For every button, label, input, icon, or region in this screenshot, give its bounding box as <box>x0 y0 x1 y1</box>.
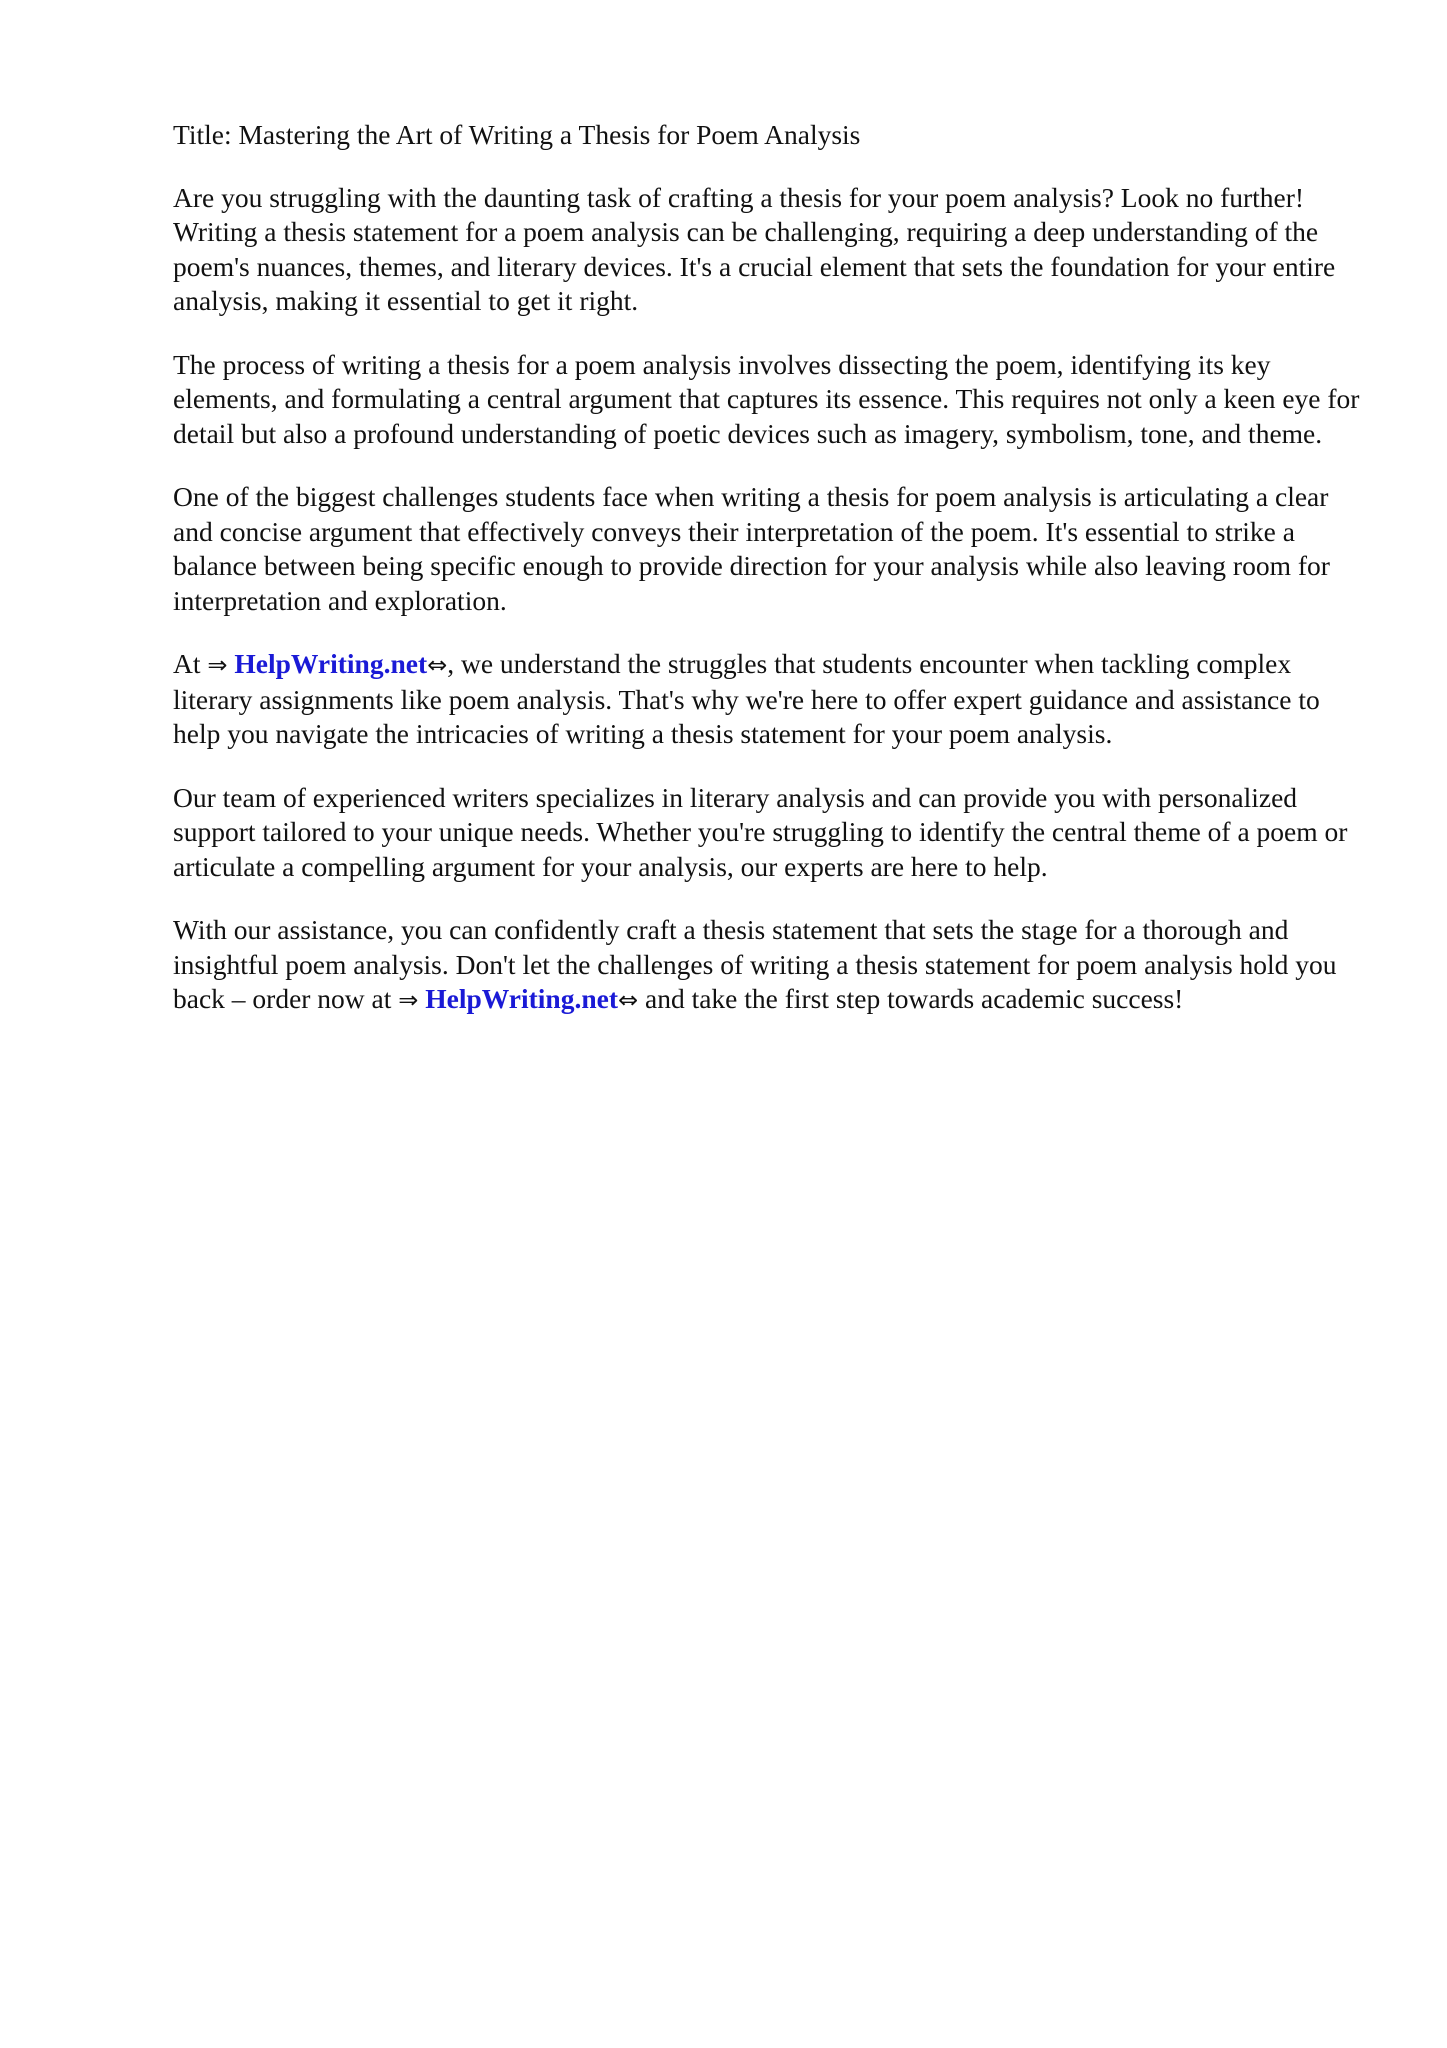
paragraph-service-lead: At <box>173 648 208 679</box>
right-double-arrow-icon: ⇒ <box>398 986 419 1014</box>
helpwriting-link[interactable]: HelpWriting.net <box>234 648 428 679</box>
paragraph-service-rest: , we understand the struggles that students encounter when tackling complex literary assignments like poem analysis. That's why we're here to offer expert guidance and assistance to help you navigate the intricacies of writing a thesis statement for your poem analysis. <box>173 648 1320 749</box>
paragraph-process: The process of writing a thesis for a poem analysis involves dissecting the poem, identifying its key elements, and formulating a central argument that captures its essence. This requires not only a keen eye for detail but also a profound understanding of poetic devices such as imagery, symbolism, tone, and theme. <box>173 348 1360 449</box>
paragraph-team: Our team of experienced writers specializes in literary analysis and can provide you with personalized support tailored to your unique needs. Whether you're struggling to identify the central theme of a poem or articulate a compelling argument for your analysis, our experts are here to help. <box>173 781 1348 882</box>
paragraph-closing-lead: With our assistance, you can confidently craft a thesis statement that sets the stage for a thorough and insightful poem analysis. Don't let the challenges of writing a thesis statement for poem analysis hold you back – order now at <box>173 914 1337 1014</box>
paragraph-service <box>173 647 1368 752</box>
document-body <box>173 118 1368 1047</box>
left-right-double-arrow-icon: ⇔ <box>427 651 448 679</box>
paragraph-closing-rest: and take the first step towards academic success! <box>638 983 1184 1014</box>
document-title: Title: Mastering the Art of Writing a Thesis for Poem Analysis <box>173 119 861 150</box>
right-double-arrow-icon: ⇒ <box>207 651 228 679</box>
paragraph-intro: Are you struggling with the daunting task of crafting a thesis for your poem analysis? Look no further! Writing a thesis statement for a poem analysis can be challenging, requiring a deep understanding of the poem's nuances, themes, and literary devices. It's a crucial element that sets the foundation for your entire analysis, making it essential to get it right. <box>173 181 1336 316</box>
paragraph-challenges: One of the biggest challenges students face when writing a thesis for poem analysis is articulating a clear and concise argument that effectively conveys their interpretation of the poem. It's essential to strike a balance between being specific enough to provide direction for your analysis while also leaving room for interpretation and exploration. <box>173 481 1330 616</box>
paragraph-closing <box>173 913 1368 1018</box>
helpwriting-order-link[interactable]: HelpWriting.net <box>425 983 619 1014</box>
left-right-double-arrow-icon: ⇔ <box>618 986 639 1014</box>
